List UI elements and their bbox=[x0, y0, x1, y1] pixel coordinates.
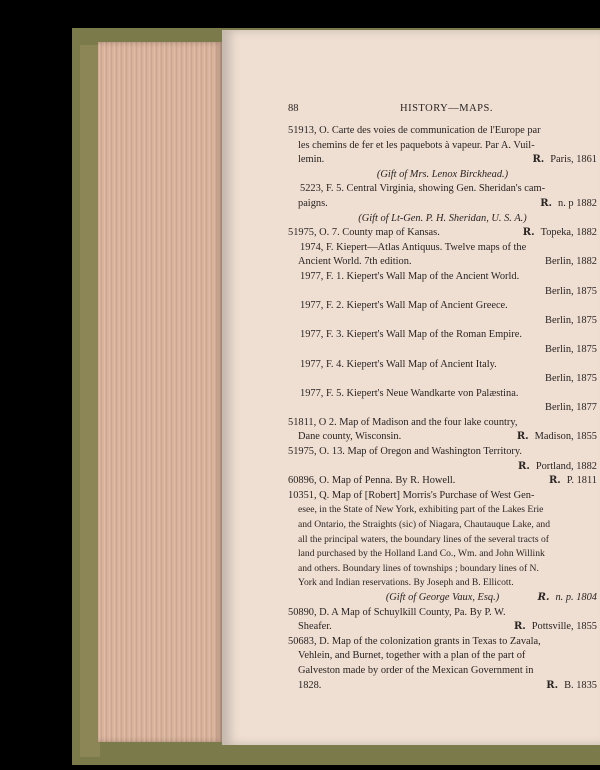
entry-line bbox=[288, 124, 597, 139]
catalog-entry bbox=[288, 226, 597, 241]
entry-line bbox=[288, 474, 597, 489]
entry-text: 51913, O. Carte des voies de communication de l'Europe par bbox=[288, 125, 541, 136]
catalog-entry bbox=[288, 241, 597, 270]
entry-line bbox=[288, 182, 597, 197]
entry-line bbox=[288, 664, 597, 679]
entry-imprint bbox=[514, 620, 597, 635]
entry-text: (Gift of George Vaux, Esq.) bbox=[385, 592, 500, 603]
reference-mark: R. bbox=[518, 460, 530, 472]
entry-imprint bbox=[545, 343, 597, 358]
entry-line bbox=[288, 299, 597, 314]
entry-line bbox=[288, 430, 597, 445]
catalog-entry bbox=[288, 270, 597, 299]
entry-text: Sheafer. bbox=[298, 621, 332, 633]
entry-line bbox=[288, 197, 597, 212]
entry-line bbox=[288, 212, 597, 227]
entry-imprint bbox=[545, 401, 597, 416]
entry-line bbox=[288, 401, 597, 416]
entry-text: les chemins de fer et les paquebots à vapeur. Par A. Vuil- bbox=[298, 139, 535, 151]
entry-text: and Ontario, the Straights (sic) of Niagara, Chautauque Lake, and bbox=[298, 519, 551, 531]
catalog-entry bbox=[288, 358, 597, 387]
entry-text: 50890, D. A Map of Schuylkill County, Pa. By P. W. bbox=[288, 606, 506, 618]
entry-line bbox=[288, 445, 597, 460]
entry-line bbox=[288, 416, 597, 431]
entry-text: 51975, O. 7. County map of Kansas. bbox=[288, 227, 440, 239]
imprint-text: B. 1835 bbox=[564, 679, 597, 691]
imprint-text: Berlin, 1875 bbox=[545, 314, 597, 326]
entry-line bbox=[288, 328, 597, 343]
entry-imprint bbox=[523, 226, 597, 241]
imprint-text: n. p. 1804 bbox=[555, 592, 597, 603]
entry-line bbox=[288, 387, 597, 402]
entry-line bbox=[288, 606, 597, 621]
imprint-text: Portland, 1882 bbox=[535, 460, 597, 472]
entry-text: 1977, F. 5. Kiepert's Neue Wandkarte von Palæstina. bbox=[300, 387, 519, 399]
entry-line bbox=[288, 591, 597, 606]
entry-text: lemin. bbox=[298, 154, 325, 166]
imprint-text: Paris, 1861 bbox=[550, 154, 597, 166]
entry-text: (Gift of Mrs. Lenox Birckhead.) bbox=[376, 168, 509, 180]
running-head: HISTORY—MAPS. bbox=[400, 103, 493, 114]
entry-text: and others. Boundary lines of townships ; boundary lines of N. bbox=[298, 562, 539, 574]
entry-text: Vehlein, and Burnet, together with a plan of the part of bbox=[298, 650, 526, 662]
entry-line bbox=[288, 255, 597, 270]
catalog-entry bbox=[288, 445, 597, 474]
imprint-text: P. 1811 bbox=[566, 475, 597, 487]
entry-line bbox=[288, 358, 597, 373]
reference-mark: R. bbox=[513, 621, 526, 633]
entry-line bbox=[288, 314, 597, 329]
entry-imprint bbox=[532, 153, 597, 168]
reference-mark: R. bbox=[548, 475, 561, 487]
catalog-entry bbox=[288, 416, 597, 445]
entry-text: 1977, F. 4. Kiepert's Wall Map of Ancient Italy. bbox=[300, 358, 497, 370]
entry-line bbox=[288, 241, 597, 256]
entry-text: 5223, F. 5. Central Virginia, showing Gen. Sheridan's cam- bbox=[300, 183, 546, 195]
reference-mark: R. bbox=[516, 431, 529, 443]
entry-text: esee, in the State of New York, exhibiting part of the Lakes Erie bbox=[298, 504, 544, 516]
entry-text: land purchased by the Holland Land Co., Wm. and John Willink bbox=[298, 548, 545, 560]
catalog-entries bbox=[288, 124, 597, 693]
entry-text: York and Indian reservations. By Joseph and B. Ellicott. bbox=[298, 577, 514, 589]
page-header bbox=[288, 103, 600, 117]
catalog-entry bbox=[288, 489, 597, 606]
entry-line bbox=[288, 635, 597, 650]
entry-line bbox=[288, 372, 597, 387]
entry-line bbox=[288, 489, 597, 504]
entry-line bbox=[288, 285, 597, 300]
entry-text: 50683, D. Map of the colonization grants in Texas to Zavala, bbox=[288, 635, 541, 647]
entry-text: 1828. bbox=[298, 679, 322, 691]
entry-line bbox=[288, 620, 597, 635]
entry-text: 1974, F. Kiepert—Atlas Antiquus. Twelve maps of the bbox=[300, 241, 527, 253]
imprint-text: Berlin, 1875 bbox=[545, 285, 597, 297]
imprint-text: Madison, 1855 bbox=[534, 431, 597, 443]
entry-text: all the principal waters, the boundary lines of the several tracts of bbox=[298, 533, 549, 545]
imprint-text: Topeka, 1882 bbox=[540, 227, 597, 239]
entry-imprint bbox=[546, 679, 597, 694]
imprint-text: Berlin, 1882 bbox=[545, 256, 597, 268]
entry-imprint bbox=[549, 474, 597, 489]
entry-line bbox=[288, 576, 597, 591]
page-edges bbox=[98, 42, 222, 742]
entry-imprint bbox=[517, 430, 597, 445]
reference-mark: R. bbox=[532, 154, 545, 166]
entry-text: (Gift of Lt-Gen. P. H. Sheridan, U. S. A.) bbox=[358, 212, 527, 224]
entry-line bbox=[288, 533, 597, 548]
reference-mark: R. bbox=[546, 679, 559, 691]
entry-line bbox=[288, 649, 597, 664]
entry-line bbox=[288, 562, 597, 577]
entry-imprint bbox=[518, 460, 597, 475]
imprint-text: Berlin, 1877 bbox=[545, 402, 597, 414]
entry-imprint bbox=[545, 255, 597, 270]
catalog-entry bbox=[288, 387, 597, 416]
entry-line bbox=[288, 518, 597, 533]
reference-mark: R. bbox=[540, 197, 553, 209]
imprint-text: Berlin, 1875 bbox=[545, 373, 597, 385]
entry-line bbox=[288, 547, 597, 562]
entry-imprint bbox=[545, 285, 597, 300]
catalog-entry bbox=[288, 606, 597, 635]
entry-imprint bbox=[545, 314, 597, 329]
cover-spine-edge bbox=[80, 45, 100, 757]
catalog-entry bbox=[288, 182, 597, 226]
reference-mark: R. bbox=[522, 227, 535, 239]
catalog-entry bbox=[288, 328, 597, 357]
entry-line bbox=[288, 343, 597, 358]
entry-imprint bbox=[538, 591, 597, 606]
catalog-entry bbox=[288, 124, 597, 182]
entry-line bbox=[288, 503, 597, 518]
entry-line bbox=[288, 153, 597, 168]
entry-text: 10351, Q. Map of [Robert] Morris's Purchase of West Gen- bbox=[288, 489, 535, 501]
reference-mark: R. bbox=[537, 592, 550, 603]
entry-text: paigns. bbox=[298, 197, 328, 209]
entry-text: Dane county, Wisconsin. bbox=[298, 431, 402, 443]
imprint-text: n. p 1882 bbox=[558, 197, 597, 209]
entry-line bbox=[288, 270, 597, 285]
catalog-entry bbox=[288, 299, 597, 328]
entry-line bbox=[288, 139, 597, 154]
catalog-entry bbox=[288, 635, 597, 693]
entry-text: 1977, F. 2. Kiepert's Wall Map of Ancient Greece. bbox=[300, 300, 508, 312]
entry-line bbox=[288, 168, 597, 183]
entry-text: 51975, O. 13. Map of Oregon and Washington Territory. bbox=[288, 446, 523, 458]
imprint-text: Berlin, 1875 bbox=[545, 343, 597, 355]
entry-text: Ancient World. 7th edition. bbox=[298, 256, 412, 268]
entry-line bbox=[288, 460, 597, 475]
entry-text: 60896, O. Map of Penna. By R. Howell. bbox=[288, 475, 456, 487]
entry-line bbox=[288, 679, 597, 694]
entry-line bbox=[288, 226, 597, 241]
imprint-text: Pottsville, 1855 bbox=[531, 621, 597, 633]
catalog-entry bbox=[288, 474, 597, 489]
entry-text: 51811, O 2. Map of Madison and the four lake country, bbox=[288, 416, 518, 428]
page-number: 88 bbox=[288, 103, 299, 114]
entry-text: 1977, F. 1. Kiepert's Wall Map of the Ancient World. bbox=[300, 270, 520, 282]
entry-text: 1977, F. 3. Kiepert's Wall Map of the Roman Empire. bbox=[300, 329, 522, 341]
entry-text: Galveston made by order of the Mexican Government in bbox=[298, 664, 534, 676]
entry-imprint bbox=[545, 372, 597, 387]
entry-imprint bbox=[540, 197, 597, 212]
